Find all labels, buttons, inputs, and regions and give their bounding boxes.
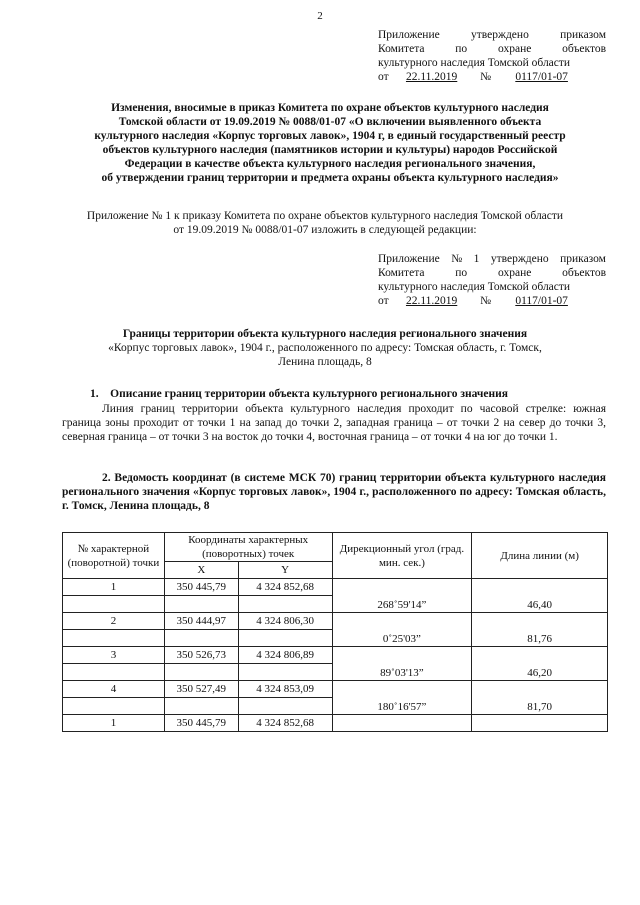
- approval-word: охране: [498, 43, 532, 55]
- header-x: X: [164, 562, 238, 579]
- coord-x: 350 527,49: [164, 681, 238, 698]
- section2-heading: 2. Ведомость координат (в системе МСК 70) границ территории объекта культурного наследия регионального значения «Корпус торговых лавок», 1904 г., расположенного по адресу: Томская область, г. Томск, Ленина площадь, 8: [62, 472, 606, 512]
- title-line: Томской области от 19.09.2019 № 0088/01-07 «О включении выявленного объекта: [118, 116, 542, 128]
- approval-line: культурного наследия Томской области: [378, 281, 571, 293]
- table-row: [63, 579, 608, 596]
- approval-word: приказом: [560, 29, 606, 41]
- approval-word: по: [455, 267, 468, 279]
- approval-word: охране: [498, 267, 532, 279]
- coord-x: 350 445,79: [164, 579, 238, 596]
- document-title: [60, 101, 600, 185]
- coord-y: 4 324 806,30: [238, 613, 332, 630]
- title-line: Изменения, вносимые в приказ Комитета по охране объектов культурного наследия: [111, 102, 549, 114]
- approval-word: 1: [473, 253, 480, 265]
- approval-word: по: [455, 43, 468, 55]
- approval-word: Приложение: [378, 29, 440, 41]
- coord-x: 350 444,97: [164, 613, 238, 630]
- approval-number: 0117/01-07: [515, 295, 568, 307]
- approval-from: от: [378, 71, 389, 83]
- section1-text: Линия границ территории объекта культурного наследия проходит по часовой стрелке: южная граница зоны проходит от точки 1 на запад до точки 2, западная граница – от точки 2 на север до точки 3, северная граница – от точки 3 на восток до точки 4, восточная граница – от точки 4 на юг до точки 1.: [62, 403, 606, 443]
- approval-word: утверждено: [490, 253, 549, 265]
- coord-x: 350 445,79: [164, 715, 238, 732]
- approval-word: объектов: [562, 43, 606, 55]
- approval-num-sign: №: [480, 295, 492, 307]
- direction-angle: 0˚25'03”: [332, 613, 472, 647]
- point-number: 3: [63, 647, 165, 664]
- approval-block-2: [378, 252, 606, 308]
- line-length: 81,76: [472, 613, 608, 647]
- section1-heading: 1. Описание границ территории объекта культурного регионального значения: [90, 388, 508, 400]
- table-row: [63, 647, 608, 664]
- approval-word: Комитета: [378, 267, 425, 279]
- point-number: 1: [63, 579, 165, 596]
- approval-word: утверждено: [471, 29, 529, 41]
- page-number: 2: [317, 10, 323, 22]
- approval-line: культурного наследия Томской области: [378, 57, 571, 69]
- table-row: [63, 613, 608, 630]
- boundaries-heading: [40, 327, 610, 369]
- approval-date: 22.11.2019: [405, 295, 458, 307]
- header-length: Длина линии (м): [472, 533, 608, 579]
- header-angle: Дирекционный угол (град. мин. сек.): [332, 533, 472, 579]
- intro-line: Приложение № 1 к приказу Комитета по охране объектов культурного наследия Томской области: [86, 210, 564, 222]
- approval-word: приказом: [560, 253, 606, 265]
- direction-angle: 268˚59'14”: [332, 579, 472, 613]
- approval-word: Комитета: [378, 43, 425, 55]
- boundaries-sub-line: «Корпус торговых лавок», 1904 г., расположенного по адресу: Томская область, г. Томск,: [108, 342, 542, 354]
- point-number: 2: [63, 613, 165, 630]
- direction-angle: 89˚03'13”: [332, 647, 472, 681]
- boundaries-sub-line: Ленина площадь, 8: [278, 356, 372, 368]
- header-y: Y: [238, 562, 332, 579]
- intro-line: от 19.09.2019 № 0088/01-07 изложить в следующей редакции:: [173, 224, 477, 236]
- title-line: Федерации в качестве объекта культурного наследия регионального значения,: [124, 158, 536, 170]
- header-point: № характерной (поворотной) точки: [63, 533, 165, 579]
- approval-word: №: [451, 253, 463, 265]
- point-number: 4: [63, 681, 165, 698]
- coord-y: 4 324 806,89: [238, 647, 332, 664]
- approval-date: 22.11.2019: [405, 71, 458, 83]
- point-number: 1: [63, 715, 165, 732]
- coord-y: 4 324 852,68: [238, 579, 332, 596]
- approval-word: Приложение: [378, 253, 440, 265]
- direction-angle: 180˚16'57”: [332, 681, 472, 715]
- appendix-intro: [40, 209, 610, 237]
- coord-x: 350 526,73: [164, 647, 238, 664]
- coord-y: 4 324 853,09: [238, 681, 332, 698]
- table-row: [63, 715, 608, 732]
- title-line: об утверждении границ территории и предмета охраны объекта культурного наследия»: [101, 172, 559, 184]
- title-line: культурного наследия «Корпус торговых лавок», 1904 г, в единый государственный реестр: [94, 130, 566, 142]
- approval-num-sign: №: [480, 71, 492, 83]
- table-row: [63, 681, 608, 698]
- coordinates-table: [62, 532, 608, 732]
- boundaries-title: Границы территории объекта культурного наследия регионального значения: [122, 328, 528, 340]
- approval-from: от: [378, 295, 389, 307]
- coord-y: 4 324 852,68: [238, 715, 332, 732]
- approval-number: 0117/01-07: [515, 71, 568, 83]
- approval-block-1: [378, 28, 606, 84]
- header-coords: Координаты характерных (поворотных) точек: [164, 533, 332, 562]
- approval-word: объектов: [562, 267, 606, 279]
- line-length: 46,40: [472, 579, 608, 613]
- line-length: 46,20: [472, 647, 608, 681]
- line-length: 81,70: [472, 681, 608, 715]
- title-line: объектов культурного наследия (памятников истории и культуры) народов Российской: [102, 144, 558, 156]
